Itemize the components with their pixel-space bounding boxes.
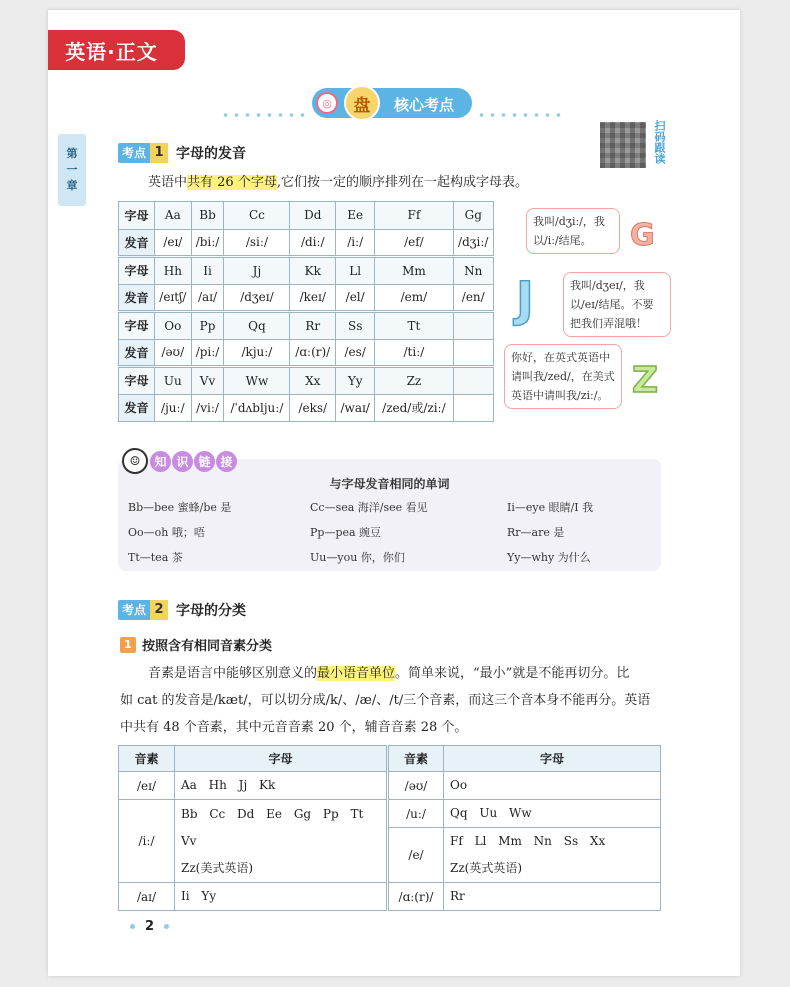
letters-cell: Qq Uu Ww — [444, 800, 661, 828]
phoneme-cell: /uː/ — [388, 800, 444, 828]
alphabet-sound-row — [119, 229, 494, 257]
sound-cell: /viː/ — [191, 394, 224, 422]
section-label: 英语·正文 — [48, 30, 185, 70]
letters-line: Bb Cc Dd Ee Gg Pp Tt Vv — [181, 806, 364, 848]
letter-cell: Ee — [336, 202, 375, 230]
page-number-text: 2 — [145, 919, 155, 934]
sub-heading-title: 按照含有相同音素分类 — [142, 639, 273, 654]
knowledge-link-header — [122, 448, 238, 474]
phoneme-cell: /iː/ — [119, 800, 175, 883]
target-icon: ◎ — [316, 92, 338, 114]
textbook-page — [48, 10, 740, 976]
qr-caption: 扫码跟读 — [653, 120, 666, 164]
letters-line: Ff Ll Mm Nn Ss Xx — [450, 834, 606, 848]
phoneme-cell: /aɪ/ — [119, 883, 175, 911]
alphabet-sound-row — [119, 339, 494, 367]
col-header-letters: 字母 — [444, 746, 661, 772]
sound-cell: /eɪtʃ/ — [155, 284, 192, 312]
letter-cell — [453, 312, 494, 340]
header-banner — [312, 88, 472, 118]
knowledge-link-title: 与字母发音相同的单词 — [329, 477, 450, 491]
kaodian-tag: 考点 — [118, 600, 150, 620]
alphabet-letter-row — [119, 312, 494, 340]
kaodian-2-heading — [118, 599, 246, 621]
sound-cell: /iː/ — [336, 229, 375, 257]
kaodian-title: 字母的分类 — [176, 603, 247, 619]
kaodian-num: 1 — [150, 143, 168, 163]
letter-cell: Jj — [224, 257, 290, 285]
banner-title: 核心考点 — [394, 96, 455, 114]
letter-cell: Ff — [375, 202, 453, 230]
letters-cell: Rr — [444, 883, 661, 911]
phoneme-paragraph — [120, 660, 666, 741]
sound-cell: /en/ — [453, 284, 494, 312]
sound-cell — [453, 394, 494, 422]
letter-cell: Kk — [290, 257, 336, 285]
letters-line: Zz(美式英语) — [181, 860, 254, 875]
letter-cell: Bb — [191, 202, 224, 230]
bubble-j: 我叫/dʒeɪ/，我以/eɪ/结尾。不要把我们弄混哦！ — [563, 272, 671, 337]
row-header-letter: 字母 — [119, 312, 155, 340]
word-item: Yy—why 为什么 — [507, 551, 591, 564]
phoneme-cell: /əʊ/ — [388, 772, 444, 800]
kaodian-tag: 考点 — [118, 143, 150, 163]
knowledge-link-char: 链 — [194, 451, 215, 472]
sound-cell: /diː/ — [290, 229, 336, 257]
intro-text: 英语中 — [148, 175, 188, 190]
intro-text: ,它们按一定的顺序排列在一起构成字母表。 — [276, 175, 528, 190]
phoneme-cell: /eɪ/ — [119, 772, 175, 800]
letter-cell: Cc — [224, 202, 290, 230]
row-header-sound: 发音 — [119, 284, 155, 312]
phoneme-cell: /e/ — [388, 828, 444, 883]
para-highlight: 最小语音单位 — [317, 666, 396, 681]
sound-cell: /biː/ — [191, 229, 224, 257]
letters-cell: Oo — [444, 772, 661, 800]
sub-heading-num: 1 — [120, 637, 136, 653]
kaodian-num: 2 — [150, 600, 168, 620]
sound-cell: /juː/ — [155, 394, 192, 422]
letter-cell: Gg — [453, 202, 494, 230]
letter-cell: Vv — [191, 367, 224, 395]
sound-cell: /keɪ/ — [290, 284, 336, 312]
letter-cell: Uu — [155, 367, 192, 395]
letter-cell: Xx — [290, 367, 336, 395]
col-header-letters: 字母 — [175, 746, 388, 772]
alphabet-sound-row — [119, 284, 494, 312]
letter-cell: Ll — [336, 257, 375, 285]
sound-cell: /zed/或/ziː/ — [375, 394, 453, 422]
word-item: Ii—eye 眼睛/I 我 — [507, 501, 594, 514]
chapter-tab-char: 章 — [66, 179, 78, 192]
letters-cell — [444, 828, 661, 883]
sound-cell: /ɑː(r)/ — [290, 339, 336, 367]
row-header-sound: 发音 — [119, 339, 155, 367]
sound-cell: /dʒiː/ — [453, 229, 494, 257]
word-item: Bb—bee 蜜蜂/be 是 — [128, 501, 232, 514]
letter-cell: Tt — [375, 312, 453, 340]
sound-cell: /ˈdʌbljuː/ — [224, 394, 290, 422]
row-header-sound: 发音 — [119, 394, 155, 422]
bubble-z: 你好，在英式英语中请叫我/zed/，在美式英语中请叫我/ziː/。 — [504, 344, 622, 409]
chapter-tab — [58, 134, 86, 206]
letter-cell: Rr — [290, 312, 336, 340]
sound-cell — [453, 339, 494, 367]
banner-dots-left — [220, 113, 308, 117]
letter-cell: Dd — [290, 202, 336, 230]
kaodian-title: 字母的发音 — [176, 146, 247, 162]
knowledge-link-char: 接 — [216, 451, 237, 472]
sound-cell: /el/ — [336, 284, 375, 312]
bubble-g: 我叫/dʒiː/，我以/iː/结尾。 — [526, 208, 620, 254]
para-text: 。简单来说，“最小”就是不能再切分。比 — [395, 666, 630, 681]
letter-cell — [453, 367, 494, 395]
row-header-letter: 字母 — [119, 257, 155, 285]
page-dot — [164, 924, 169, 929]
intro-highlight: 共有 26 个字母 — [187, 175, 277, 190]
alphabet-sound-row — [119, 394, 494, 422]
sound-cell: /siː/ — [224, 229, 290, 257]
letters-cell: Aa Hh Jj Kk — [175, 772, 388, 800]
para-text: 音素是语言中能够区别意义的 — [148, 666, 318, 681]
col-header-phoneme: 音素 — [388, 746, 444, 772]
letter-cell: Zz — [375, 367, 453, 395]
letter-z-character: Z — [632, 360, 659, 401]
letter-cell: Mm — [375, 257, 453, 285]
letter-j-character: J — [516, 272, 534, 328]
word-item: Pp—pea 豌豆 — [310, 526, 382, 539]
alphabet-letter-row — [119, 367, 494, 395]
alphabet-letter-row — [119, 202, 494, 230]
phoneme-cell: /ɑː(r)/ — [388, 883, 444, 911]
sound-cell: /əʊ/ — [155, 339, 192, 367]
sound-cell: /aɪ/ — [191, 284, 224, 312]
kaodian-1-heading — [118, 142, 246, 164]
banner-dots-right — [476, 113, 566, 117]
letter-cell: Ww — [224, 367, 290, 395]
word-item: Rr—are 是 — [507, 526, 565, 539]
letter-cell: Nn — [453, 257, 494, 285]
sound-cell: /eks/ — [290, 394, 336, 422]
letter-cell: Aa — [155, 202, 192, 230]
chapter-tab-char: 第 — [66, 147, 78, 160]
letter-cell: Qq — [224, 312, 290, 340]
alphabet-table — [118, 201, 494, 422]
letter-cell: Yy — [336, 367, 375, 395]
sound-cell: /tiː/ — [375, 339, 453, 367]
letter-cell: Ss — [336, 312, 375, 340]
word-item: Oo—oh 哦；唔 — [128, 526, 205, 539]
alphabet-letter-row — [119, 257, 494, 285]
row-header-letter: 字母 — [119, 202, 155, 230]
row-header-letter: 字母 — [119, 367, 155, 395]
phoneme-table — [118, 745, 661, 911]
sound-cell: /dʒeɪ/ — [224, 284, 290, 312]
letter-cell: Hh — [155, 257, 192, 285]
sound-cell: /es/ — [336, 339, 375, 367]
sound-cell: /ef/ — [375, 229, 453, 257]
chapter-tab-char: 一 — [66, 163, 78, 176]
knowledge-link-char: 识 — [172, 451, 193, 472]
col-header-phoneme: 音素 — [119, 746, 175, 772]
sound-cell: /waɪ/ — [336, 394, 375, 422]
letter-cell: Ii — [191, 257, 224, 285]
sound-cell: /piː/ — [191, 339, 224, 367]
para-line: 中共有 48 个音素，其中元音音素 20 个，辅音音素 28 个。 — [120, 720, 468, 735]
intro-paragraph — [148, 169, 528, 196]
page-dot — [130, 924, 135, 929]
letters-cell: Ii Yy — [175, 883, 388, 911]
sound-cell: /eɪ/ — [155, 229, 192, 257]
thinking-face-icon: ☺ — [122, 448, 148, 474]
row-header-sound: 发音 — [119, 229, 155, 257]
para-line: 如 cat 的发音是/kæt/，可以切分成/k/、/æ/、/t/三个音素，而这三个音本身不能再分。英语 — [120, 693, 651, 708]
letters-cell — [175, 800, 388, 883]
sound-cell: /em/ — [375, 284, 453, 312]
sound-cell: /kjuː/ — [224, 339, 290, 367]
page-number — [120, 919, 179, 934]
banner-disc: 盘 — [344, 85, 380, 121]
letter-cell: Pp — [191, 312, 224, 340]
word-item: Tt—tea 茶 — [128, 551, 183, 564]
word-item: Uu—you 你，你们 — [310, 551, 405, 564]
knowledge-link-char: 知 — [150, 451, 171, 472]
word-item: Cc—sea 海洋/see 看见 — [310, 501, 428, 514]
sub-heading-1 — [120, 635, 272, 654]
letter-cell: Oo — [155, 312, 192, 340]
letters-line: Zz(英式英语) — [450, 861, 523, 875]
letter-g-character: G — [630, 218, 655, 253]
qr-code[interactable] — [600, 122, 646, 168]
